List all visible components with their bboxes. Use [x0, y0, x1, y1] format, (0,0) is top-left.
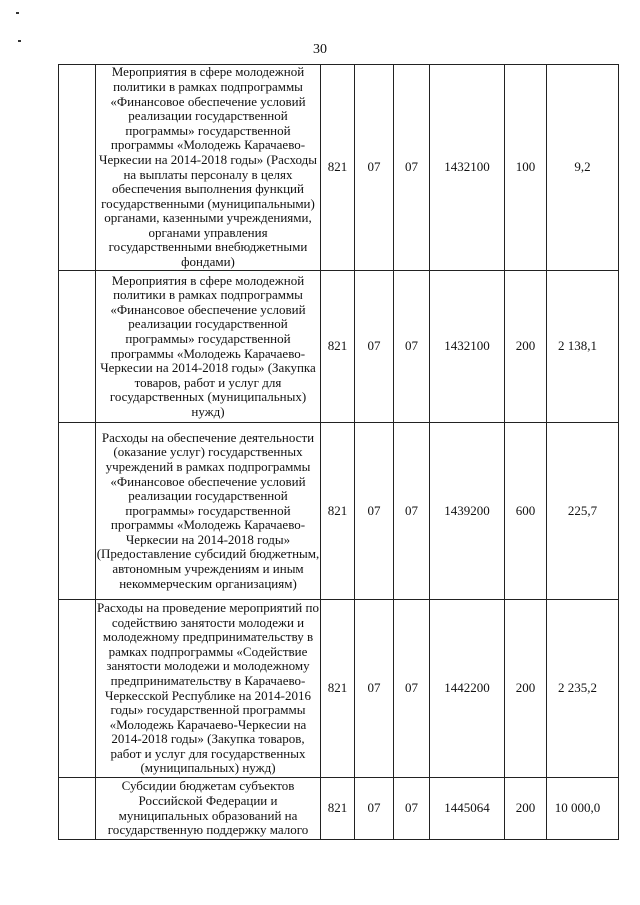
amount-cell: 2 138,1: [547, 271, 619, 423]
target-article-cell: 1445064: [430, 778, 505, 840]
subsection-code-cell: 07: [394, 271, 430, 423]
subsection-code-cell: 07: [394, 778, 430, 840]
subsection-code-cell: 07: [394, 423, 430, 600]
subsection-code-cell: 07: [394, 600, 430, 778]
blank-cell: [59, 778, 96, 840]
expense-name-cell: Мероприятия в сфере молодежной политики в рамках подпрограммы «Финансовое обеспечение условий реализации государственной программы» государственной программы «Молодежь Карачаево-Черкесии на 2014-2018 годы» (Закупка товаров, работ и услуг для государственных (муниципальных) нужд): [96, 271, 321, 423]
table-row: [59, 271, 619, 423]
blank-cell: [59, 600, 96, 778]
section-code-cell: 07: [355, 423, 394, 600]
subsection-code-cell: 07: [394, 65, 430, 271]
section-code-cell: 07: [355, 65, 394, 271]
expense-type-cell: 100: [505, 65, 547, 271]
table-row: [59, 65, 619, 271]
expense-name-cell: Расходы на обеспечение деятельности (оказание услуг) государственных учреждений в рамках подпрограммы «Финансовое обеспечение условий реализации государственной программы» государственной программы «Молодежь Карачаево-Черкесии на 2014-2018 годы» (Предоставление субсидий бюджетным, автономным учреждениям и иным некоммерческим организациям): [96, 423, 321, 600]
target-article-cell: 1439200: [430, 423, 505, 600]
budget-table: [58, 64, 619, 840]
expense-name-cell: Мероприятия в сфере молодежной политики в рамках подпрограммы «Финансовое обеспечение условий реализации государственной программы» государственной программы «Молодежь Карачаево-Черкесии на 2014-2018 годы» (Расходы на выплаты персоналу в целях обеспечения выполнения функций государственными (муниципальными) органами, казенными учреждениями, органами управления государственными внебюджетными фондами): [96, 65, 321, 271]
amount-cell: 2 235,2: [547, 600, 619, 778]
page-number: 30: [313, 42, 327, 57]
ministry-code-cell: 821: [321, 778, 355, 840]
target-article-cell: 1432100: [430, 271, 505, 423]
amount-cell: 10 000,0: [547, 778, 619, 840]
amount-cell: 9,2: [547, 65, 619, 271]
table-row: [59, 600, 619, 778]
amount-cell: 225,7: [547, 423, 619, 600]
expense-name-cell: Субсидии бюджетам субъектов Российской Федерации и муниципальных образований на государственную поддержку малого: [96, 778, 321, 840]
target-article-cell: 1432100: [430, 65, 505, 271]
section-code-cell: 07: [355, 778, 394, 840]
blank-cell: [59, 271, 96, 423]
table-row: [59, 423, 619, 600]
blank-cell: [59, 65, 96, 271]
expense-type-cell: 600: [505, 423, 547, 600]
section-code-cell: 07: [355, 600, 394, 778]
expense-type-cell: 200: [505, 271, 547, 423]
expense-name-cell: Расходы на проведение мероприятий по содействию занятости молодежи и молодежному предпринимательству в рамках подпрограммы «Содействие занятости молодежи и молодежному предпринимательству в Карачаево-Черкесской Республике на 2014-2016 годы» государственной программы «Молодежь Карачаево-Черкесии на 2014-2018 годы» (Закупка товаров, работ и услуг для государственных (муниципальных) нужд): [96, 600, 321, 778]
scan-speck: [16, 12, 19, 14]
table-row: [59, 778, 619, 840]
section-code-cell: 07: [355, 271, 394, 423]
blank-cell: [59, 423, 96, 600]
ministry-code-cell: 821: [321, 65, 355, 271]
target-article-cell: 1442200: [430, 600, 505, 778]
ministry-code-cell: 821: [321, 423, 355, 600]
expense-type-cell: 200: [505, 600, 547, 778]
ministry-code-cell: 821: [321, 600, 355, 778]
ministry-code-cell: 821: [321, 271, 355, 423]
expense-type-cell: 200: [505, 778, 547, 840]
